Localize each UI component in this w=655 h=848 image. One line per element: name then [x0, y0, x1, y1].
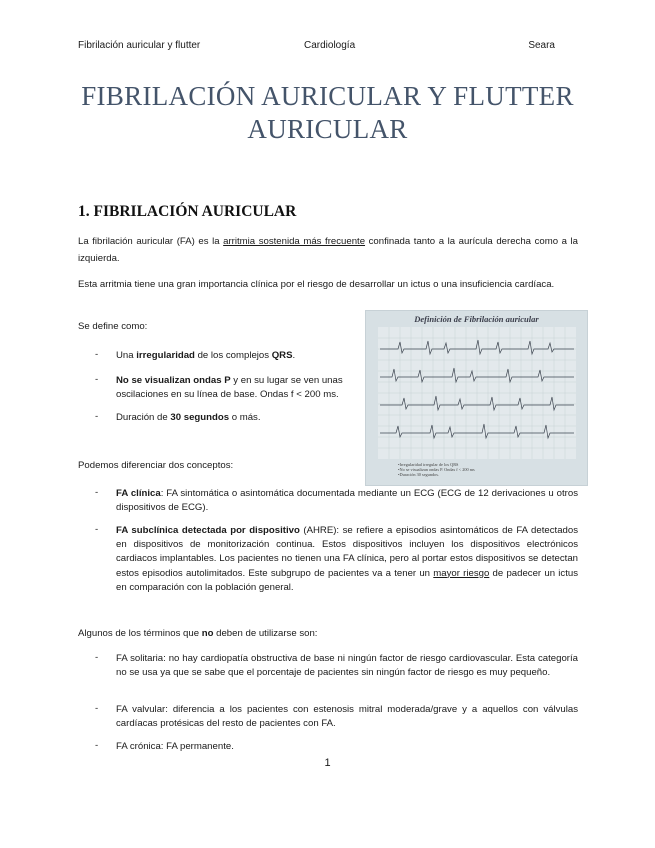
ecg-strip-image — [378, 327, 576, 459]
list-item: Una irregularidad de los complejos QRS. — [116, 350, 296, 361]
header-center: Cardiología — [304, 40, 356, 51]
list-item: FA subclínica detectada por dispositivo (AHRE): se refiere a episodios asintomáticos de FA detectados en dispositivos de monitorización continua. Estos dispositivos incluyen los dispositivos electrónicos cardiacos implantables. Los pacientes no tienen una FA clínica, pero al portar estos dispositivos se detectan estos episodios autolimitados. Este subgrupo de pacientes va a tener un mayor riesgo de padecer un ictus en comparación con la población general. — [116, 525, 579, 593]
page-header — [78, 40, 555, 54]
underlined-phrase: arritmia sostenida más frecuente — [223, 236, 366, 247]
title-line-1: FIBRILACIÓN AURICULAR Y FLUTTER — [81, 81, 574, 111]
figure-note: •No se visualizan ondas P. Ondas f < 200 ms — [398, 467, 475, 473]
list-item: FA crónica: FA permanente. — [116, 741, 234, 752]
paragraph-importance: Esta arritmia tiene una gran importancia clínica por el riesgo de desarrollar un ictus o una insuficiencia cardíaca. — [78, 279, 555, 290]
section-heading: 1. FIBRILACIÓN AURICULAR — [78, 203, 297, 220]
figure-title: Definición de Fibrilación auricular — [414, 314, 539, 324]
paragraph-definition: La fibrilación auricular (FA) es la arritmia sostenida más frecuente confinada tanto a la aurícula derecha como a la izquierda. — [78, 236, 578, 264]
list-item: FA clínica: FA sintomática o asintomática documentada mediante un ECG (ECG de 12 derivaciones u otros dispositivos de ECG). — [116, 488, 578, 514]
underlined-phrase: mayor riesgo — [433, 567, 490, 579]
bullet-dash: - — [95, 487, 99, 498]
ecg-figure — [365, 310, 588, 486]
list-item: Duración de 30 segundos o más. — [116, 412, 261, 423]
header-right: Seara — [528, 40, 555, 51]
bullet-dash: - — [95, 740, 99, 751]
terms-intro: Algunos de los términos que no deben de utilizarse son: — [78, 628, 318, 639]
page-number: 1 — [324, 757, 331, 769]
list-item: No se visualizan ondas P y en su lugar se ven unas oscilaciones en su línea de base. Ondas f < 200 ms. — [116, 375, 343, 401]
bullet-dash: - — [95, 374, 99, 385]
header-left: Fibrilación auricular y flutter — [78, 40, 201, 51]
figure-note: •Irregularidad irregular de los QRS — [398, 462, 459, 467]
document-title — [0, 80, 655, 146]
bullet-dash: - — [95, 411, 99, 422]
bullet-dash: - — [95, 524, 99, 535]
figure-notes — [398, 462, 475, 478]
list-item: FA valvular: diferencia a los pacientes con estenosis mitral moderada/grave y a aquellos con válvulas cardíacas protésicas del resto de pacientes con FA. — [116, 704, 578, 730]
list-item: FA solitaria: no hay cardiopatía obstructiva de base ni ningún factor de riesgo cardiovascular. Esta categoría no se usa ya que se sabe que el porcentaje de pacientes sin ningún factor de riesgo es muy pequeño. — [116, 653, 578, 679]
bullet-dash: - — [95, 652, 99, 663]
title-line-2: AURICULAR — [247, 114, 408, 144]
bullet-dash: - — [95, 703, 99, 714]
concepts-intro: Podemos diferenciar dos conceptos: — [78, 460, 234, 471]
bullet-dash: - — [95, 349, 99, 360]
define-intro: Se define como: — [78, 321, 148, 332]
figure-note: •Duración 30 segundos. — [398, 472, 440, 478]
